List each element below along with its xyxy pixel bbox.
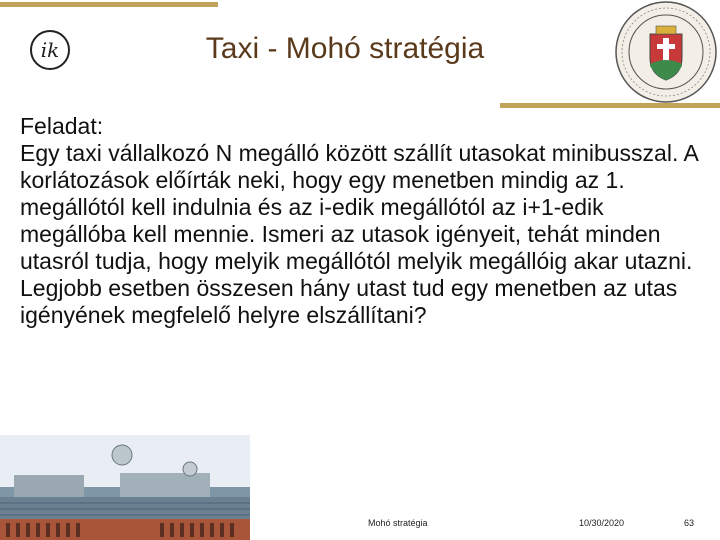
slide-title: Taxi - Mohó stratégia xyxy=(205,32,485,65)
footer-date: 10/30/2020 xyxy=(579,518,625,528)
top-accent-bar xyxy=(0,2,218,7)
ik-logo xyxy=(30,30,70,70)
page-number: 63 xyxy=(684,518,695,528)
task-description xyxy=(20,113,705,329)
ik-logo-text: ik xyxy=(40,38,60,62)
university-seal-logo xyxy=(614,0,718,104)
campus-building-photo xyxy=(0,435,250,540)
footer-title: Mohó stratégia xyxy=(368,518,428,528)
task-text: Egy taxi vállalkozó N megálló között szállít utasokat minibusszal. A korlátozások előírták neki, hogy egy menetben mindig az 1. megállótól kell indulnia és az i-edik megállótól az i+1-edik megállóba kell mennie. Ismeri az utasok igényeit, tehát minden utasról tudja, hogy melyik megállótól melyik megállóig akar utazni. Legjobb esetben összesen hány utast tud egy menetben az utas igényének megfelelő helyre elszállítani? xyxy=(20,140,698,328)
task-heading: Feladat: xyxy=(20,113,104,139)
